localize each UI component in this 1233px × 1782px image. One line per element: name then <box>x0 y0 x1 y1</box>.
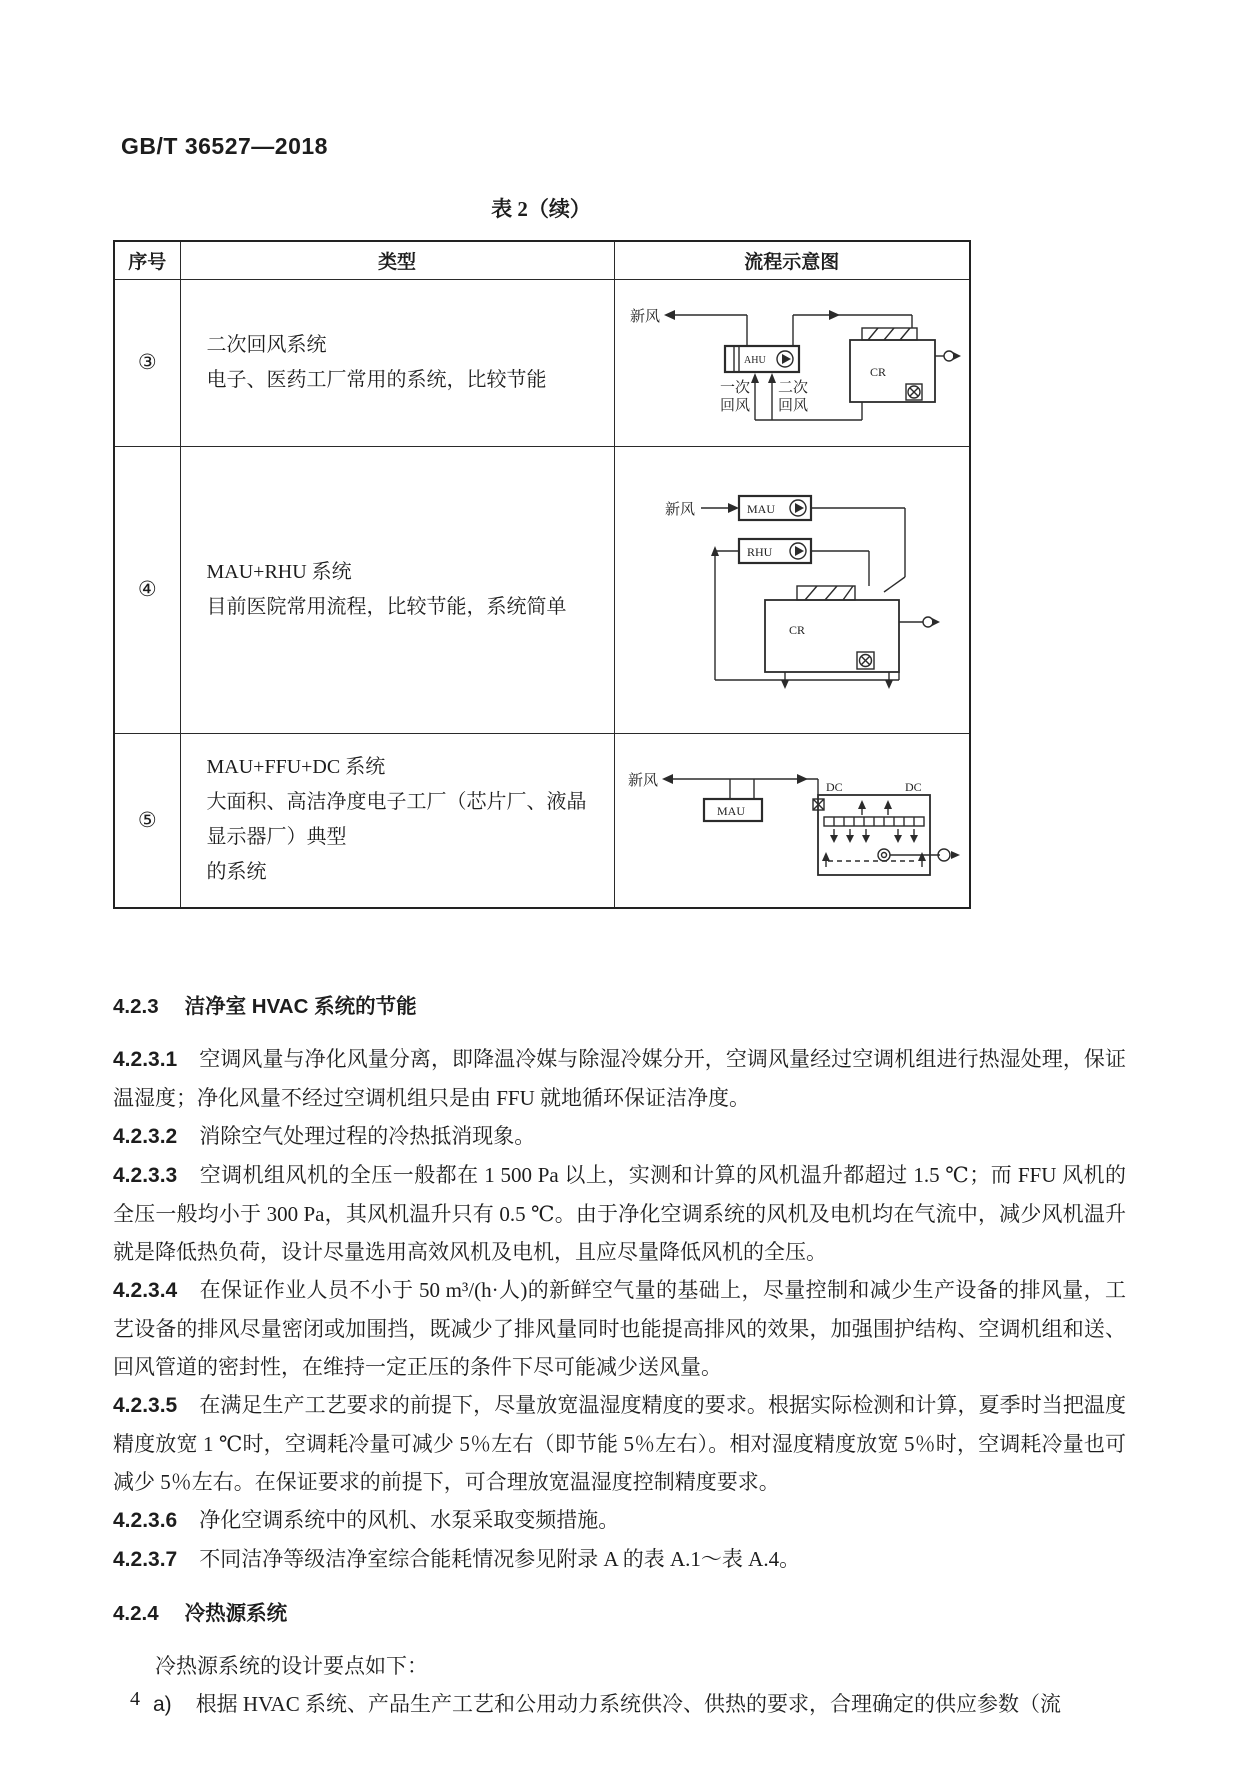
fresh-air-label: 新风 <box>664 502 695 518</box>
table-row <box>114 446 970 733</box>
exhaust-fan-icon <box>944 351 954 361</box>
row-number: ④ <box>114 446 180 733</box>
primary-return-label: 一次 <box>719 379 750 396</box>
cleanroom-label: CR <box>788 623 805 637</box>
mau-rhu-diagram <box>637 482 947 697</box>
clause-4-2-3-6: 4.2.3.6 净化空调系统中的风机、水泵采取变频措施。 <box>113 1508 620 1532</box>
standard-number: GB/T 36527—2018 <box>121 133 328 159</box>
ahu-label: AHU <box>743 354 766 366</box>
arrow-up-icon <box>858 800 866 809</box>
intro-line: 冷热源系统的设计要点如下： <box>155 1654 428 1678</box>
row-number: ⑤ <box>114 733 180 908</box>
clause-4-2-3-5: 4.2.3.5 在满足生产工艺要求的前提下，尽量放宽温湿度精度的要求。根据实际检测和计算，夏季时当把温度精度放宽 1 ℃时，空调耗冷量可减少 5％左右（即节能 5％左右）。相对湿度精度放宽 5％时，空调耗冷量也可减少 5％左右。在保证要求的前提下，可合理放宽温湿度控制精度要求。 <box>113 1393 1126 1494</box>
clause-4-2-3-1: 4.2.3.1 空调风量与净化风量分离，即降温冷媒与除湿冷媒分开，空调风量经过空调机组进行热湿处理，保证温湿度；净化风量不经过空调机组只是由 FFU 就地循环保证洁净度。 <box>113 1047 1126 1110</box>
system-description: 大面积、高洁净度电子工厂（芯片厂、液晶显示器厂）典型 <box>206 791 587 849</box>
system-type-cell <box>180 446 614 733</box>
system-description: 的系统 <box>206 861 267 884</box>
arrow-down-icon <box>781 680 789 689</box>
mau-label: MAU <box>746 502 775 516</box>
list-item-a: a) 根据 HVAC 系统、产品生产工艺和公用动力系统供冷、供热的要求，合理确定的供应参数（流 <box>153 1692 1061 1716</box>
arrow-right-icon <box>829 310 840 320</box>
flow-diagram-cell <box>614 446 970 733</box>
page-number: 4 <box>130 1688 140 1710</box>
mau-label: MAU <box>716 803 745 818</box>
arrow-right-icon <box>797 774 808 784</box>
table-row <box>114 733 970 908</box>
cleanroom-box <box>765 600 899 672</box>
column-header-diagram: 流程示意图 <box>614 241 970 279</box>
column-header-type: 类型 <box>180 241 614 279</box>
svg-text:回风: 回风 <box>719 397 750 414</box>
clause-heading-4-2-3: 4.2.3 洁净室 HVAC 系统的节能 <box>113 995 417 1018</box>
secondary-return-diagram <box>622 288 962 438</box>
clause-4-2-3-3: 4.2.3.3 空调机组风机的全压一般都在 1 500 Pa 以上，实测和计算的风机温升都超过 1.5 ℃；而 FFU 风机的全压一般均小于 300 Pa，其风机温升只有 0.5 ℃。由于净化空调系统的风机及电机均在气流中，减少风机温升就是降低热负荷，设计尽量选用高效风机及电机，且应尽量降低风机的全压。 <box>113 1163 1126 1264</box>
flow-diagram-cell <box>614 733 970 908</box>
table-title: 表 2（续） <box>491 197 591 221</box>
fan-icon <box>878 849 890 861</box>
dc-label: DC <box>904 779 922 794</box>
clause-4-2-3-2: 4.2.3.2 消除空气处理过程的冷热抵消现象。 <box>113 1124 536 1148</box>
dc-label: DC <box>825 779 843 794</box>
table-row <box>114 279 970 446</box>
system-type-cell <box>180 279 614 446</box>
fresh-air-label: 新风 <box>627 772 658 789</box>
rhu-label: RHU <box>746 545 773 559</box>
arrow-up-icon <box>768 373 776 383</box>
mau-ffu-dc-diagram <box>622 753 962 888</box>
body-text <box>113 972 1126 1724</box>
system-type-cell <box>180 733 614 908</box>
arrow-right-icon <box>728 503 739 513</box>
secondary-return-label: 二次 <box>777 379 808 396</box>
fresh-air-label: 新风 <box>629 308 660 325</box>
arrow-left-icon <box>662 774 673 784</box>
arrow-up-icon <box>884 800 892 809</box>
exhaust-fan-icon <box>923 617 933 627</box>
system-types-table <box>113 240 971 909</box>
svg-text:回风: 回风 <box>777 397 808 414</box>
arrow-down-icon <box>885 680 893 689</box>
cleanroom-label: CR <box>869 364 886 379</box>
column-header-no: 序号 <box>114 241 180 279</box>
system-description: 目前医院常用流程，比较节能，系统简单 <box>206 595 567 618</box>
system-name: 二次回风系统 <box>206 333 327 356</box>
flow-diagram-cell <box>614 279 970 446</box>
arrow-up-icon <box>751 373 759 383</box>
row-number: ③ <box>114 279 180 446</box>
clause-heading-4-2-4: 4.2.4 冷热源系统 <box>113 1602 288 1625</box>
system-description: 电子、医药工厂常用的系统，比较节能 <box>206 368 547 391</box>
system-name: MAU+FFU+DC 系统 <box>206 756 386 779</box>
arrow-left-icon <box>664 310 675 320</box>
clause-4-2-3-4: 4.2.3.4 在保证作业人员不小于 50 m³/(h·人)的新鲜空气量的基础上，尽量控制和减少生产设备的排风量，工艺设备的排风尽量密闭或加围挡，既减少了排风量同时也能提高排风的效果，加强围护结构、空调机组和送、回风管道的密封性，在维持一定正压的条件下尽可能减少送风量。 <box>113 1278 1126 1379</box>
clause-4-2-3-7: 4.2.3.7 不同洁净等级洁净室综合能耗情况参见附录 A 的表 A.1～表 A.4。 <box>113 1547 801 1571</box>
system-name: MAU+RHU 系统 <box>206 560 352 583</box>
table-header-row <box>114 241 970 279</box>
